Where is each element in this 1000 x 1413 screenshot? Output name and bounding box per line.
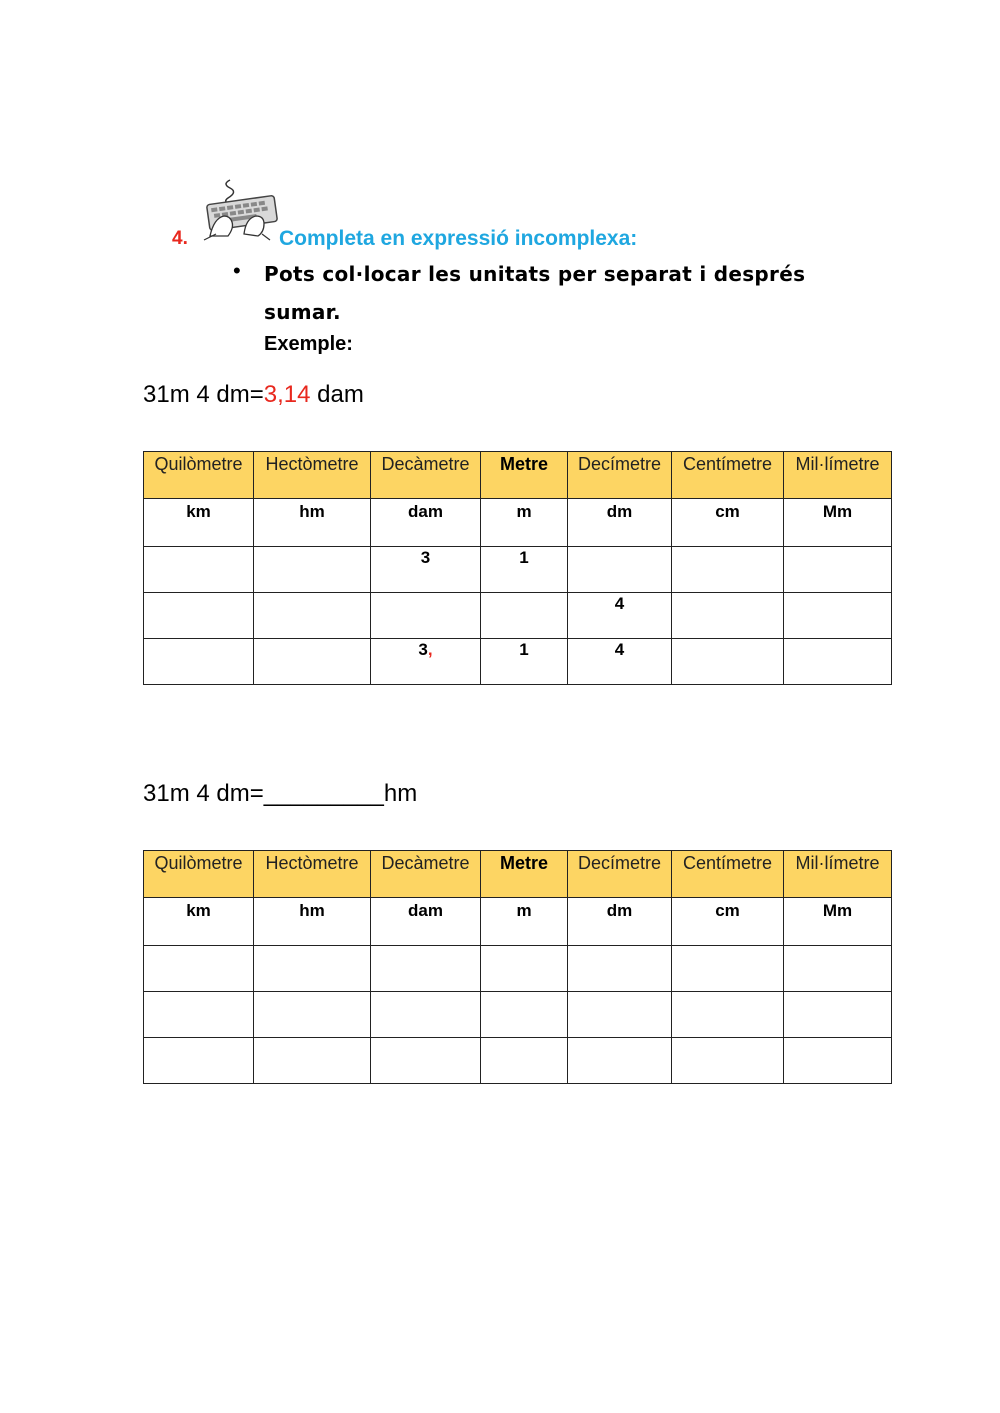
- abbr-cell: hm: [254, 499, 371, 547]
- table-cell: [371, 639, 481, 685]
- answer-cell[interactable]: [144, 992, 254, 1038]
- table-row: [144, 547, 892, 593]
- answer-cell[interactable]: [481, 1038, 568, 1084]
- table-cell: [144, 547, 254, 593]
- question-equation: [143, 780, 417, 808]
- abbr-cell: dam: [371, 499, 481, 547]
- abbr-cell: hm: [254, 898, 371, 946]
- exercise-number: 4.: [172, 228, 188, 249]
- table-cell: 4: [568, 593, 672, 639]
- table-cell: [672, 547, 784, 593]
- abbr-cell: Mm: [784, 499, 892, 547]
- example-answer: 3,14: [263, 381, 311, 408]
- table-header-row: [144, 851, 892, 898]
- answer-cell[interactable]: [568, 992, 672, 1038]
- abbr-cell: cm: [672, 499, 784, 547]
- header-cell: Centímetre: [672, 452, 784, 499]
- table-cell: [254, 547, 371, 593]
- header-cell: Decímetre: [568, 452, 672, 499]
- answer-cell[interactable]: [254, 946, 371, 992]
- table-header-row: [144, 452, 892, 499]
- example-suffix: dam: [310, 381, 364, 408]
- answer-cell[interactable]: [672, 1038, 784, 1084]
- answer-cell[interactable]: [254, 992, 371, 1038]
- answer-cell[interactable]: [371, 1038, 481, 1084]
- header-cell: Quilòmetre: [144, 452, 254, 499]
- table-cell: [672, 639, 784, 685]
- answer-cell[interactable]: [568, 946, 672, 992]
- keyboard-typing-icon: [200, 178, 280, 244]
- table-cell: 1: [481, 547, 568, 593]
- header-cell: Centímetre: [672, 851, 784, 898]
- table-cell: 3: [371, 547, 481, 593]
- answer-units-table: [143, 850, 892, 1084]
- table-cell: [371, 593, 481, 639]
- answer-cell[interactable]: [481, 992, 568, 1038]
- table-cell: [144, 593, 254, 639]
- header-cell: Decímetre: [568, 851, 672, 898]
- answer-cell[interactable]: [144, 1038, 254, 1084]
- table-row: [144, 593, 892, 639]
- table-cell: 4: [568, 639, 672, 685]
- table-cell: [784, 639, 892, 685]
- table-row: [144, 946, 892, 992]
- table-row: [144, 639, 892, 685]
- instruction-hint: Pots col·locar les unitats per separat i després sumar.: [264, 262, 806, 324]
- table-cell: [144, 639, 254, 685]
- abbr-cell: dm: [568, 898, 672, 946]
- header-cell: Mil·límetre: [784, 452, 892, 499]
- header-cell: Metre: [481, 851, 568, 898]
- table-cell: [254, 639, 371, 685]
- header-cell: Decàmetre: [371, 452, 481, 499]
- answer-cell[interactable]: [481, 946, 568, 992]
- answer-cell[interactable]: [672, 992, 784, 1038]
- table-abbr-row: [144, 499, 892, 547]
- example-equation: [143, 381, 364, 409]
- table-cell: [568, 547, 672, 593]
- exercise-title: Completa en expressió incomplexa:: [279, 227, 638, 250]
- header-cell: Hectòmetre: [254, 851, 371, 898]
- abbr-cell: km: [144, 898, 254, 946]
- abbr-cell: m: [481, 499, 568, 547]
- abbr-cell: km: [144, 499, 254, 547]
- example-prefix: 31m 4 dm=: [143, 381, 264, 408]
- abbr-cell: Mm: [784, 898, 892, 946]
- abbr-cell: dm: [568, 499, 672, 547]
- cell-value: 3: [418, 640, 428, 659]
- header-cell: Hectòmetre: [254, 452, 371, 499]
- answer-blank[interactable]: _________: [263, 780, 384, 807]
- header-cell: Metre: [481, 452, 568, 499]
- table-cell: 1: [481, 639, 568, 685]
- answer-cell[interactable]: [254, 1038, 371, 1084]
- answer-cell[interactable]: [371, 946, 481, 992]
- answer-cell[interactable]: [144, 946, 254, 992]
- header-cell: Decàmetre: [371, 851, 481, 898]
- answer-cell[interactable]: [672, 946, 784, 992]
- table-cell: [672, 593, 784, 639]
- table-cell: [254, 593, 371, 639]
- header-cell: Quilòmetre: [144, 851, 254, 898]
- decimal-comma: ,: [427, 640, 433, 659]
- abbr-cell: cm: [672, 898, 784, 946]
- question-suffix: hm: [383, 780, 418, 807]
- answer-cell[interactable]: [784, 992, 892, 1038]
- bullet-marker: •: [233, 258, 241, 283]
- answer-cell[interactable]: [784, 1038, 892, 1084]
- abbr-cell: dam: [371, 898, 481, 946]
- table-row: [144, 992, 892, 1038]
- abbr-cell: m: [481, 898, 568, 946]
- answer-cell[interactable]: [784, 946, 892, 992]
- table-row: [144, 1038, 892, 1084]
- table-cell: [481, 593, 568, 639]
- header-cell: Mil·límetre: [784, 851, 892, 898]
- example-units-table: [143, 451, 892, 685]
- answer-cell[interactable]: [568, 1038, 672, 1084]
- table-cell: [784, 547, 892, 593]
- question-prefix: 31m 4 dm=: [143, 780, 264, 807]
- table-abbr-row: [144, 898, 892, 946]
- answer-cell[interactable]: [371, 992, 481, 1038]
- table-cell: [784, 593, 892, 639]
- example-label: Exemple:: [264, 333, 353, 355]
